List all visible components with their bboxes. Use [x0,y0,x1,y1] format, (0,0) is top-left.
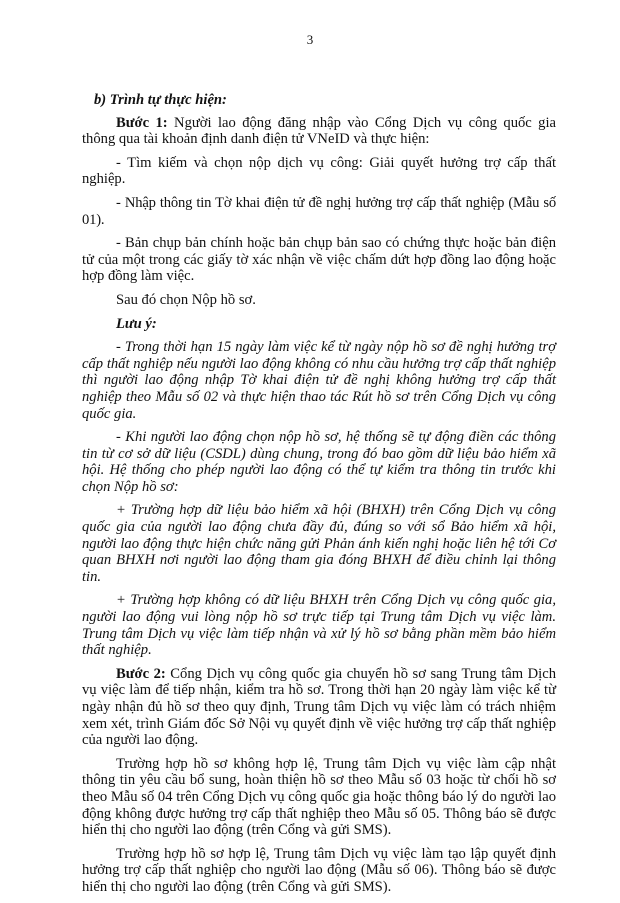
step2-paragraph [82,666,556,749]
step2-text: Cổng Dịch vụ công quốc gia chuyển hồ sơ sang Trung tâm Dịch vụ việc làm để tiếp nhận, kiểm tra hồ sơ. Trong thời hạn 20 ngày làm việc kể từ ngày nhận đủ hồ sơ theo quy định, Trung tâm Dịch vụ việc làm có trách nhiệm xem xét, trình Giám đốc Sở Nội vụ quyết định về việc hưởng trợ cấp thất nghiệp của người lao động. [82,665,556,749]
step1-item: - Tìm kiếm và chọn nộp dịch vụ công: Giải quyết hưởng trợ cấp thất nghiệp. [82,154,556,188]
page-number: 3 [306,32,314,47]
step1-item: - Bản chụp bản chính hoặc bản chụp bản sao có chứng thực hoặc bản điện tử của một trong các giấy tờ xác nhận về việc chấm dứt hợp đồng lao động hoặc hợp đồng làm việc. [82,235,556,285]
step2-label: Bước 2: [116,665,166,682]
note-heading [82,316,556,333]
note-item: - Trong thời hạn 15 ngày làm việc kể từ ngày nộp hồ sơ đề nghị hưởng trợ cấp thất nghiệp nếu người lao động không có nhu cầu hưởng trợ cấp thất nghiệp thì người lao động nhập Tờ khai điện tử đề nghị không hưởng trợ cấp thất nghiệp theo Mẫu số 02 và thực hiện thao tác Rút hồ sơ trên Cổng Dịch vụ công quốc gia. [82,339,556,422]
document-body [82,92,556,903]
step1-paragraph [82,115,556,148]
valid-case-paragraph: Trường hợp hồ sơ hợp lệ, Trung tâm Dịch vụ việc làm tạo lập quyết định hưởng trợ cấp thất nghiệp cho người lao động (Mẫu số 06). Thông báo sẽ được hiển thị cho người lao động (trên Cổng và gửi SMS). [82,845,556,895]
step1-text: Người lao động đăng nhập vào Cổng Dịch vụ công quốc gia thông qua tài khoản định danh điện tử VNeID và thực hiện: [82,114,556,148]
note-item: + Trường hợp dữ liệu bảo hiểm xã hội (BHXH) trên Cổng Dịch vụ công quốc gia của người lao động chưa đầy đủ, đúng so với sổ Bảo hiểm xã hội, người lao động thực hiện chức năng gửi Phản ánh kiến nghị hoặc liên hệ tới Cơ quan BHXH nơi người lao động tham gia đóng BHXH để điều chỉnh lại thông tin. [82,502,556,585]
then-submit: Sau đó chọn Nộp hồ sơ. [116,291,256,308]
note-item: - Khi người lao động chọn nộp hồ sơ, hệ thống sẽ tự động điền các thông tin từ cơ sở dữ liệu (CSDL) dùng chung, trong đó bao gồm dữ liệu bảo hiểm xã hội. Hệ thống cho phép người lao động có thể tự kiểm tra thông tin trước khi chọn Nộp hồ sơ: [82,429,556,495]
step1-label: Bước 1: [116,114,168,131]
section-heading: b) Trình tự thực hiện: [94,92,227,108]
step1-item: - Nhập thông tin Tờ khai điện tử đề nghị hưởng trợ cấp thất nghiệp (Mẫu số 01). [82,194,556,228]
note-item: + Trường hợp không có dữ liệu BHXH trên Cổng Dịch vụ công quốc gia, người lao động vui lòng nộp hồ sơ trực tiếp tại Trung tâm Dịch vụ việc làm. Trung tâm Dịch vụ việc làm tiếp nhận và xử lý hồ sơ bằng phần mềm bảo hiểm thất nghiệp. [82,592,556,659]
invalid-case-paragraph: Trường hợp hồ sơ không hợp lệ, Trung tâm Dịch vụ việc làm cập nhật thông tin yêu cầu bổ sung, hoàn thiện hồ sơ theo Mẫu số 03 hoặc từ chối hồ sơ theo Mẫu số 04 trên Cổng Dịch vụ công quốc gia hoặc thông báo lý do người lao động không được hưởng trợ cấp thất nghiệp theo Mẫu số 05. Thông báo sẽ được hiển thị cho người lao động (trên Cổng và gửi SMS). [82,755,556,839]
note-heading-text: Lưu ý: [116,315,157,332]
